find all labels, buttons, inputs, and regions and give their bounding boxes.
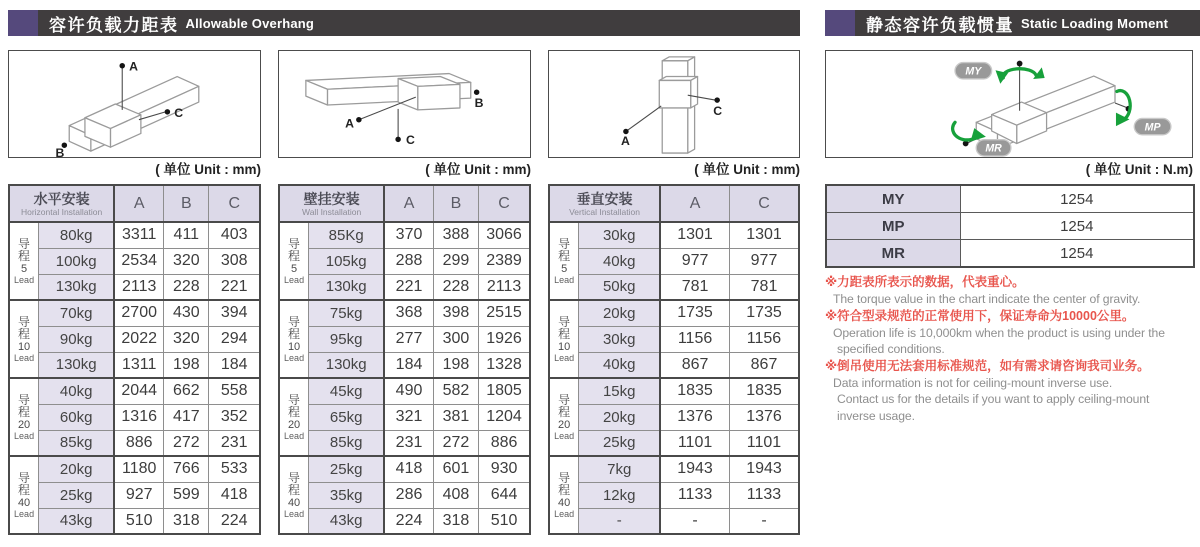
table-row <box>279 508 530 534</box>
column-header: A <box>660 185 729 222</box>
value-cell: 1376 <box>660 404 729 430</box>
value-cell: 224 <box>209 508 260 534</box>
mr-axis-label: MR <box>985 142 1002 155</box>
value-cell: 1376 <box>730 404 799 430</box>
value-cell: 1805 <box>479 378 530 404</box>
point-c-label: C <box>405 133 415 148</box>
value-cell: 418 <box>384 456 433 482</box>
value-cell: 430 <box>164 300 209 326</box>
value-cell: 2044 <box>114 378 163 404</box>
value-cell: 2113 <box>479 274 530 300</box>
notes-block <box>825 274 1200 424</box>
table-row <box>9 326 260 352</box>
table-row <box>549 274 799 300</box>
moment-axis-cell: MR <box>826 240 960 268</box>
value-cell: 1101 <box>730 430 799 456</box>
note-en-line: Operation life is 10,000km when the product is using under the <box>833 325 1165 340</box>
value-cell: 977 <box>660 248 729 274</box>
lead-label <box>9 456 39 534</box>
table-row <box>279 352 530 378</box>
table-title <box>279 185 384 222</box>
value-cell: 510 <box>114 508 163 534</box>
value-cell: 408 <box>433 482 478 508</box>
lead-label-zh: 导程 <box>18 470 31 497</box>
load-cell: 65kg <box>309 404 385 430</box>
overhang-title-zh: 容许负载力距表 <box>49 15 179 35</box>
load-cell: 25kg <box>309 456 385 482</box>
table-title-en: Vertical Installation <box>569 206 640 217</box>
value-cell: 599 <box>164 482 209 508</box>
note-zh: ※符合型录规范的正常使用下，保证寿命为10000公里。 <box>825 308 1135 323</box>
value-cell: 228 <box>433 274 478 300</box>
value-cell: 1835 <box>730 378 799 404</box>
horizontal-rail-drawing <box>9 51 260 157</box>
load-cell: 90kg <box>39 326 115 352</box>
value-cell: 388 <box>433 222 478 248</box>
moment-title-en: Static Loading Moment <box>1021 15 1169 31</box>
table-row <box>279 248 530 274</box>
load-cell: 130kg <box>39 274 115 300</box>
note-en-line: Contact us for the details if you want to apply ceiling-mount <box>837 392 1150 406</box>
value-cell: 1943 <box>660 456 729 482</box>
point-a-label: A <box>621 134 630 149</box>
load-cell: 40kg <box>579 248 660 274</box>
column-header: A <box>114 185 163 222</box>
load-cell: 130kg <box>309 352 385 378</box>
table-title <box>549 185 660 222</box>
value-cell: - <box>660 508 729 534</box>
column-header: B <box>164 185 209 222</box>
value-cell: 490 <box>384 378 433 404</box>
lead-label <box>279 222 309 300</box>
load-cell: 45kg <box>309 378 385 404</box>
value-cell: 1156 <box>660 326 729 352</box>
note-en-line: inverse usage. <box>837 408 915 423</box>
value-cell: 1301 <box>730 222 799 248</box>
lead-label-zh: 导程 <box>18 314 31 341</box>
value-cell: 886 <box>114 430 163 456</box>
table-row <box>549 300 799 326</box>
value-cell: 1133 <box>660 482 729 508</box>
vertical-installation-section <box>548 50 800 535</box>
value-cell: 198 <box>164 352 209 378</box>
table-row <box>9 456 260 482</box>
load-cell: 70kg <box>39 300 115 326</box>
value-cell: 184 <box>384 352 433 378</box>
lead-label-en: Lead <box>14 430 35 441</box>
lead-label-en: Lead <box>14 274 35 285</box>
load-cell: 40kg <box>39 378 115 404</box>
wall-installation-table <box>278 184 531 535</box>
value-cell: 662 <box>164 378 209 404</box>
wall-installation-section <box>278 50 531 535</box>
value-cell: 231 <box>384 430 433 456</box>
table-row <box>279 300 530 326</box>
moment-table <box>825 184 1195 268</box>
lead-label-en: Lead <box>554 352 575 363</box>
moment-row <box>826 240 1194 268</box>
value-cell: 352 <box>209 404 260 430</box>
value-cell: 1328 <box>479 352 530 378</box>
moment-value-cell: 1254 <box>960 185 1194 213</box>
lead-label-zh: 导程 <box>288 470 301 497</box>
table-title-zh: 壁挂安装 <box>303 190 360 207</box>
value-cell: 510 <box>479 508 530 534</box>
lead-label-zh: 导程 <box>558 470 571 497</box>
lead-label <box>9 378 39 456</box>
value-cell: 272 <box>164 430 209 456</box>
moment-title-zh: 静态容许负载惯量 <box>866 15 1014 35</box>
table-row <box>9 378 260 404</box>
moment-axis-cell: MP <box>826 213 960 240</box>
note-zh: ※倒吊使用无法套用标准规范，如有需求请咨询我司业务。 <box>825 358 1150 373</box>
lead-number: 10 <box>287 340 301 353</box>
accent-square-icon <box>825 10 855 36</box>
value-cell: 867 <box>730 352 799 378</box>
value-cell: 558 <box>209 378 260 404</box>
value-cell: 221 <box>384 274 433 300</box>
note-en-line: specified conditions. <box>837 342 945 356</box>
value-cell: 300 <box>433 326 478 352</box>
value-cell: 417 <box>164 404 209 430</box>
lead-label-zh: 导程 <box>288 392 301 419</box>
horizontal-installation-section <box>8 50 261 535</box>
column-header: B <box>433 185 478 222</box>
value-cell: 3311 <box>114 222 163 248</box>
table-title-en: Horizontal Installation <box>20 206 103 217</box>
load-cell: 30kg <box>579 222 660 248</box>
value-cell: 644 <box>479 482 530 508</box>
table-row <box>549 326 799 352</box>
moment-value-cell: 1254 <box>960 213 1194 240</box>
table-row <box>9 300 260 326</box>
load-cell: 12kg <box>579 482 660 508</box>
static-loading-moment-section <box>825 50 1200 424</box>
value-cell: - <box>730 508 799 534</box>
horizontal-diagram <box>8 50 261 158</box>
moment-row <box>826 185 1194 213</box>
lead-number: 5 <box>21 262 28 275</box>
table-row <box>549 222 799 248</box>
lead-label <box>279 456 309 534</box>
lead-label-en: Lead <box>554 430 575 441</box>
value-cell: 2389 <box>479 248 530 274</box>
load-cell: 130kg <box>309 274 385 300</box>
lead-label-en: Lead <box>14 508 35 519</box>
lead-number: 20 <box>17 418 31 431</box>
table-row <box>9 430 260 456</box>
column-header: A <box>384 185 433 222</box>
table-row <box>549 378 799 404</box>
table-row <box>279 326 530 352</box>
load-cell: 85kg <box>309 430 385 456</box>
value-cell: 1204 <box>479 404 530 430</box>
value-cell: 781 <box>730 274 799 300</box>
lead-label-en: Lead <box>554 274 575 285</box>
lead-label <box>9 300 39 378</box>
load-cell: 20kg <box>579 300 660 326</box>
point-a-label: A <box>345 116 354 131</box>
vertical-diagram <box>548 50 800 158</box>
table-row <box>549 404 799 430</box>
moment-row <box>826 213 1194 240</box>
value-cell: 221 <box>209 274 260 300</box>
lead-number: 40 <box>287 496 301 509</box>
value-cell: 1735 <box>660 300 729 326</box>
load-cell: 30kg <box>579 326 660 352</box>
table-title-zh: 垂直安装 <box>576 190 633 207</box>
moment-rail-drawing <box>826 51 1192 157</box>
value-cell: 977 <box>730 248 799 274</box>
value-cell: 1180 <box>114 456 163 482</box>
unit-label-nm: ( 单位 Unit : N.m) <box>1085 162 1193 177</box>
load-cell: 15kg <box>579 378 660 404</box>
lead-label-en: Lead <box>554 508 575 519</box>
table-row <box>549 430 799 456</box>
value-cell: 272 <box>433 430 478 456</box>
column-header: C <box>479 185 530 222</box>
value-cell: 228 <box>164 274 209 300</box>
value-cell: 927 <box>114 482 163 508</box>
table-row <box>279 456 530 482</box>
value-cell: 766 <box>164 456 209 482</box>
value-cell: 320 <box>164 326 209 352</box>
value-cell: 867 <box>660 352 729 378</box>
table-row <box>549 248 799 274</box>
accent-square-icon <box>8 10 38 36</box>
unit-label-mm: ( 单位 Unit : mm) <box>694 162 800 177</box>
lead-label-en: Lead <box>284 352 305 363</box>
lead-label <box>279 378 309 456</box>
value-cell: 1301 <box>660 222 729 248</box>
value-cell: 321 <box>384 404 433 430</box>
vertical-rail-drawing <box>549 51 799 157</box>
value-cell: 368 <box>384 300 433 326</box>
value-cell: 1835 <box>660 378 729 404</box>
load-cell: 25kg <box>579 430 660 456</box>
value-cell: 294 <box>209 326 260 352</box>
moment-diagram <box>825 50 1193 158</box>
value-cell: 781 <box>660 274 729 300</box>
load-cell: 43kg <box>309 508 385 534</box>
value-cell: 2534 <box>114 248 163 274</box>
overhang-section-header <box>8 10 800 36</box>
value-cell: 1735 <box>730 300 799 326</box>
value-cell: 1101 <box>660 430 729 456</box>
lead-label-zh: 导程 <box>558 314 571 341</box>
lead-label-en: Lead <box>284 508 305 519</box>
lead-number: 20 <box>558 418 571 431</box>
lead-label-zh: 导程 <box>558 236 571 263</box>
vertical-installation-table <box>548 184 800 535</box>
lead-label <box>549 300 579 378</box>
value-cell: 1943 <box>730 456 799 482</box>
lead-number: 40 <box>558 496 571 509</box>
table-row <box>9 352 260 378</box>
table-row <box>279 378 530 404</box>
lead-number: 10 <box>558 340 571 353</box>
moment-section-header <box>825 10 1200 36</box>
load-cell: 25kg <box>39 482 115 508</box>
overhang-title-en: Allowable Overhang <box>185 15 315 31</box>
table-row <box>549 508 799 534</box>
value-cell: 3066 <box>479 222 530 248</box>
table-title-zh: 水平安装 <box>33 190 90 207</box>
table-row <box>279 430 530 456</box>
load-cell: 20kg <box>579 404 660 430</box>
value-cell: 394 <box>209 300 260 326</box>
load-cell: 85kg <box>39 430 115 456</box>
table-row <box>549 456 799 482</box>
table-row <box>9 248 260 274</box>
load-cell: - <box>579 508 660 534</box>
load-cell: 95kg <box>309 326 385 352</box>
value-cell: 2515 <box>479 300 530 326</box>
lead-label-en: Lead <box>14 352 35 363</box>
lead-number: 20 <box>287 418 301 431</box>
value-cell: 370 <box>384 222 433 248</box>
table-row <box>549 482 799 508</box>
value-cell: 1316 <box>114 404 163 430</box>
load-cell: 80kg <box>39 222 115 248</box>
my-axis-label: MY <box>965 65 982 78</box>
value-cell: 2022 <box>114 326 163 352</box>
load-cell: 105kg <box>309 248 385 274</box>
lead-number: 40 <box>17 496 31 509</box>
table-row <box>279 274 530 300</box>
table-row <box>9 482 260 508</box>
value-cell: 224 <box>384 508 433 534</box>
value-cell: 308 <box>209 248 260 274</box>
value-cell: 533 <box>209 456 260 482</box>
value-cell: 601 <box>433 456 478 482</box>
value-cell: 318 <box>164 508 209 534</box>
lead-label-zh: 导程 <box>288 314 301 341</box>
load-cell: 20kg <box>39 456 115 482</box>
table-row <box>9 222 260 248</box>
wall-diagram <box>278 50 531 158</box>
point-b-label: B <box>474 95 484 110</box>
value-cell: 1311 <box>114 352 163 378</box>
moment-axis-cell: MY <box>826 185 960 213</box>
column-header: C <box>730 185 799 222</box>
note-en-line: The torque value in the chart indicate the center of gravity. <box>833 292 1141 306</box>
value-cell: 886 <box>479 430 530 456</box>
lead-label <box>279 300 309 378</box>
load-cell: 40kg <box>579 352 660 378</box>
value-cell: 2113 <box>114 274 163 300</box>
load-cell: 75kg <box>309 300 385 326</box>
value-cell: 320 <box>164 248 209 274</box>
lead-number: 5 <box>561 262 568 275</box>
mp-axis-label: MP <box>1144 121 1161 134</box>
point-c-label: C <box>713 103 723 118</box>
load-cell: 130kg <box>39 352 115 378</box>
value-cell: 582 <box>433 378 478 404</box>
column-header: C <box>209 185 260 222</box>
lead-label-zh: 导程 <box>288 236 301 263</box>
value-cell: 1133 <box>730 482 799 508</box>
note-en-line: Data information is not for ceiling-mount inverse use. <box>833 375 1113 390</box>
value-cell: 198 <box>433 352 478 378</box>
lead-number: 10 <box>17 340 31 353</box>
note-zh: ※力距表所表示的数据，代表重心。 <box>825 275 1025 289</box>
lead-label <box>549 378 579 456</box>
moment-value-cell: 1254 <box>960 240 1194 268</box>
value-cell: 277 <box>384 326 433 352</box>
lead-label <box>549 222 579 300</box>
horizontal-installation-table <box>8 184 261 535</box>
value-cell: 411 <box>164 222 209 248</box>
value-cell: 381 <box>433 404 478 430</box>
point-a-label: A <box>129 59 138 74</box>
value-cell: 1156 <box>730 326 799 352</box>
table-row <box>279 404 530 430</box>
value-cell: 398 <box>433 300 478 326</box>
lead-label-zh: 导程 <box>18 392 31 419</box>
point-b-label: B <box>55 146 65 157</box>
load-cell: 35kg <box>309 482 385 508</box>
value-cell: 318 <box>433 508 478 534</box>
value-cell: 930 <box>479 456 530 482</box>
load-cell: 7kg <box>579 456 660 482</box>
value-cell: 2700 <box>114 300 163 326</box>
point-c-label: C <box>174 105 184 120</box>
lead-number: 5 <box>291 262 298 275</box>
value-cell: 418 <box>209 482 260 508</box>
table-row <box>9 508 260 534</box>
lead-label-zh: 导程 <box>558 392 571 419</box>
table-row <box>9 404 260 430</box>
unit-label-mm: ( 单位 Unit : mm) <box>425 162 531 177</box>
table-row <box>9 274 260 300</box>
value-cell: 231 <box>209 430 260 456</box>
lead-label <box>549 456 579 534</box>
lead-label-en: Lead <box>284 274 305 285</box>
wall-rail-drawing <box>279 51 530 157</box>
table-row <box>279 222 530 248</box>
table-title-en: Wall Installation <box>302 206 362 217</box>
table-row <box>549 352 799 378</box>
value-cell: 1926 <box>479 326 530 352</box>
value-cell: 403 <box>209 222 260 248</box>
load-cell: 43kg <box>39 508 115 534</box>
lead-label-en: Lead <box>284 430 305 441</box>
load-cell: 60kg <box>39 404 115 430</box>
value-cell: 184 <box>209 352 260 378</box>
table-title <box>9 185 114 222</box>
load-cell: 100kg <box>39 248 115 274</box>
value-cell: 288 <box>384 248 433 274</box>
table-row <box>279 482 530 508</box>
lead-label-zh: 导程 <box>18 236 31 263</box>
lead-label <box>9 222 39 300</box>
load-cell: 50kg <box>579 274 660 300</box>
unit-label-mm: ( 单位 Unit : mm) <box>155 162 261 177</box>
value-cell: 299 <box>433 248 478 274</box>
load-cell: 85Kg <box>309 222 385 248</box>
value-cell: 286 <box>384 482 433 508</box>
